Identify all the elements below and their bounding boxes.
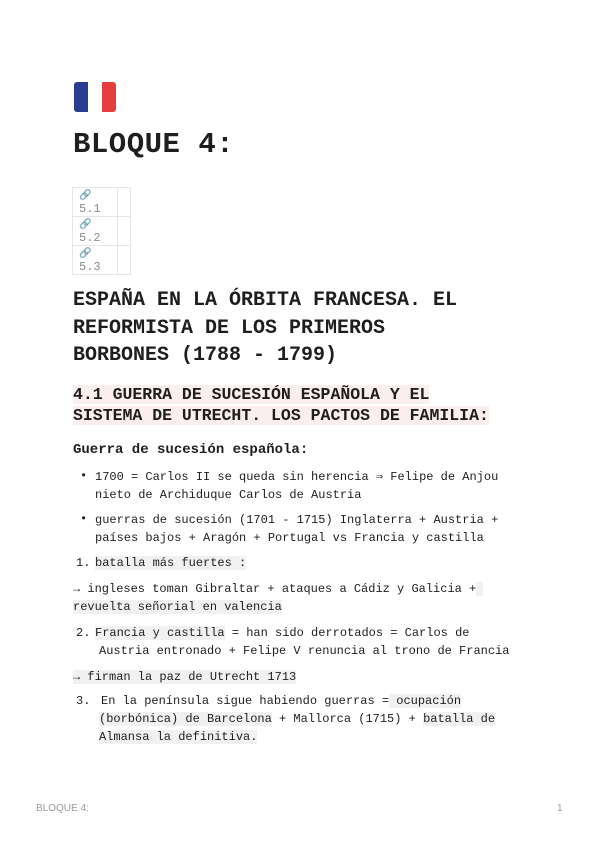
page-number: 1 xyxy=(557,803,563,814)
highlighted-text: batalla más fuertes : xyxy=(95,556,247,570)
bullet-item xyxy=(95,511,498,547)
item-text: = han sido derrotados = Carlos de xyxy=(224,626,470,640)
list-number: 2. xyxy=(76,626,91,640)
bullet-line: nieto de Archiduque Carlos de Austria xyxy=(95,488,362,502)
highlighted-text: batalla de xyxy=(423,712,496,726)
flag-white-stripe xyxy=(88,82,102,112)
list-number: 3. xyxy=(76,694,91,708)
highlighted-text: Almansa la definitiva. xyxy=(99,730,258,744)
flag-blue-stripe xyxy=(74,82,88,112)
france-flag-emoji xyxy=(74,82,116,112)
link-label[interactable]: 5.1 xyxy=(79,202,101,216)
highlighted-text: revuelta señorial en valencia xyxy=(73,600,282,614)
bullet-line: países bajos + Aragón + Portugal vs Francia y castilla xyxy=(95,531,484,545)
flag-red-stripe xyxy=(102,82,116,112)
list-number: 1. xyxy=(76,556,91,570)
arrow-note xyxy=(73,580,483,616)
empty-cell xyxy=(118,188,131,217)
paperclip-icon: 🔗 xyxy=(79,249,92,260)
bullet-line: 1700 = Carlos II se queda sin herencia ⇒ Felipe de Anjou xyxy=(95,470,499,484)
link-row[interactable] xyxy=(73,246,131,275)
link-cell[interactable] xyxy=(73,217,118,246)
subsection-title xyxy=(73,384,489,426)
subsection-title-line: 4.1 GUERRA DE SUCESIÓN ESPAÑOLA Y EL xyxy=(73,385,430,404)
paperclip-icon: 🔗 xyxy=(79,191,92,202)
highlight-space xyxy=(476,582,483,596)
highlighted-text: (borbónica) de Barcelona xyxy=(99,712,272,726)
paperclip-icon: 🔗 xyxy=(79,220,92,231)
section-title-line: REFORMISTA DE LOS PRIMEROS xyxy=(73,316,386,340)
empty-cell xyxy=(118,246,131,275)
footer-title: BLOQUE 4: xyxy=(36,803,89,814)
section-title-line: ESPAÑA EN LA ÓRBITA FRANCESA. EL xyxy=(73,289,458,312)
link-row[interactable] xyxy=(73,217,131,246)
linked-pages-table xyxy=(72,187,131,275)
subsection-title-line: SISTEMA DE UTRECHT. LOS PACTOS DE FAMILIA: xyxy=(73,406,489,425)
page-title: BLOQUE 4: xyxy=(73,128,235,161)
arrow-note xyxy=(73,668,296,686)
numbered-item xyxy=(95,624,509,660)
highlighted-text: ocupación xyxy=(389,694,462,708)
bullet-dot: • xyxy=(80,469,88,483)
bullet-dot: • xyxy=(80,512,88,526)
highlighted-text: Francia y castilla xyxy=(95,626,225,640)
section-title xyxy=(73,287,523,370)
empty-cell xyxy=(118,217,131,246)
link-cell[interactable] xyxy=(73,188,118,217)
bullet-item xyxy=(95,468,498,504)
bullet-line: guerras de sucesión (1701 - 1715) Inglaterra + Austria + xyxy=(95,513,499,527)
item-text: En la península sigue habiendo guerras = xyxy=(101,694,390,708)
numbered-item xyxy=(101,692,495,746)
link-label[interactable]: 5.2 xyxy=(79,231,101,245)
numbered-item xyxy=(95,554,246,572)
item-text: Austria entronado + Felipe V renuncia al trono de Francia xyxy=(99,644,510,658)
heading-guerra-sucesion: Guerra de sucesión española: xyxy=(73,442,309,458)
highlighted-text: → firman la paz de Utrecht 1713 xyxy=(73,670,297,684)
link-cell[interactable] xyxy=(73,246,118,275)
arrow-note-line: → ingleses toman Gibraltar + ataques a Cádiz y Galicia + xyxy=(73,582,477,596)
link-label[interactable]: 5.3 xyxy=(79,260,101,274)
link-row[interactable] xyxy=(73,188,131,217)
section-title-line: BORBONES (1788 - 1799) xyxy=(73,344,338,367)
item-text: + Mallorca (1715) + xyxy=(271,712,424,726)
